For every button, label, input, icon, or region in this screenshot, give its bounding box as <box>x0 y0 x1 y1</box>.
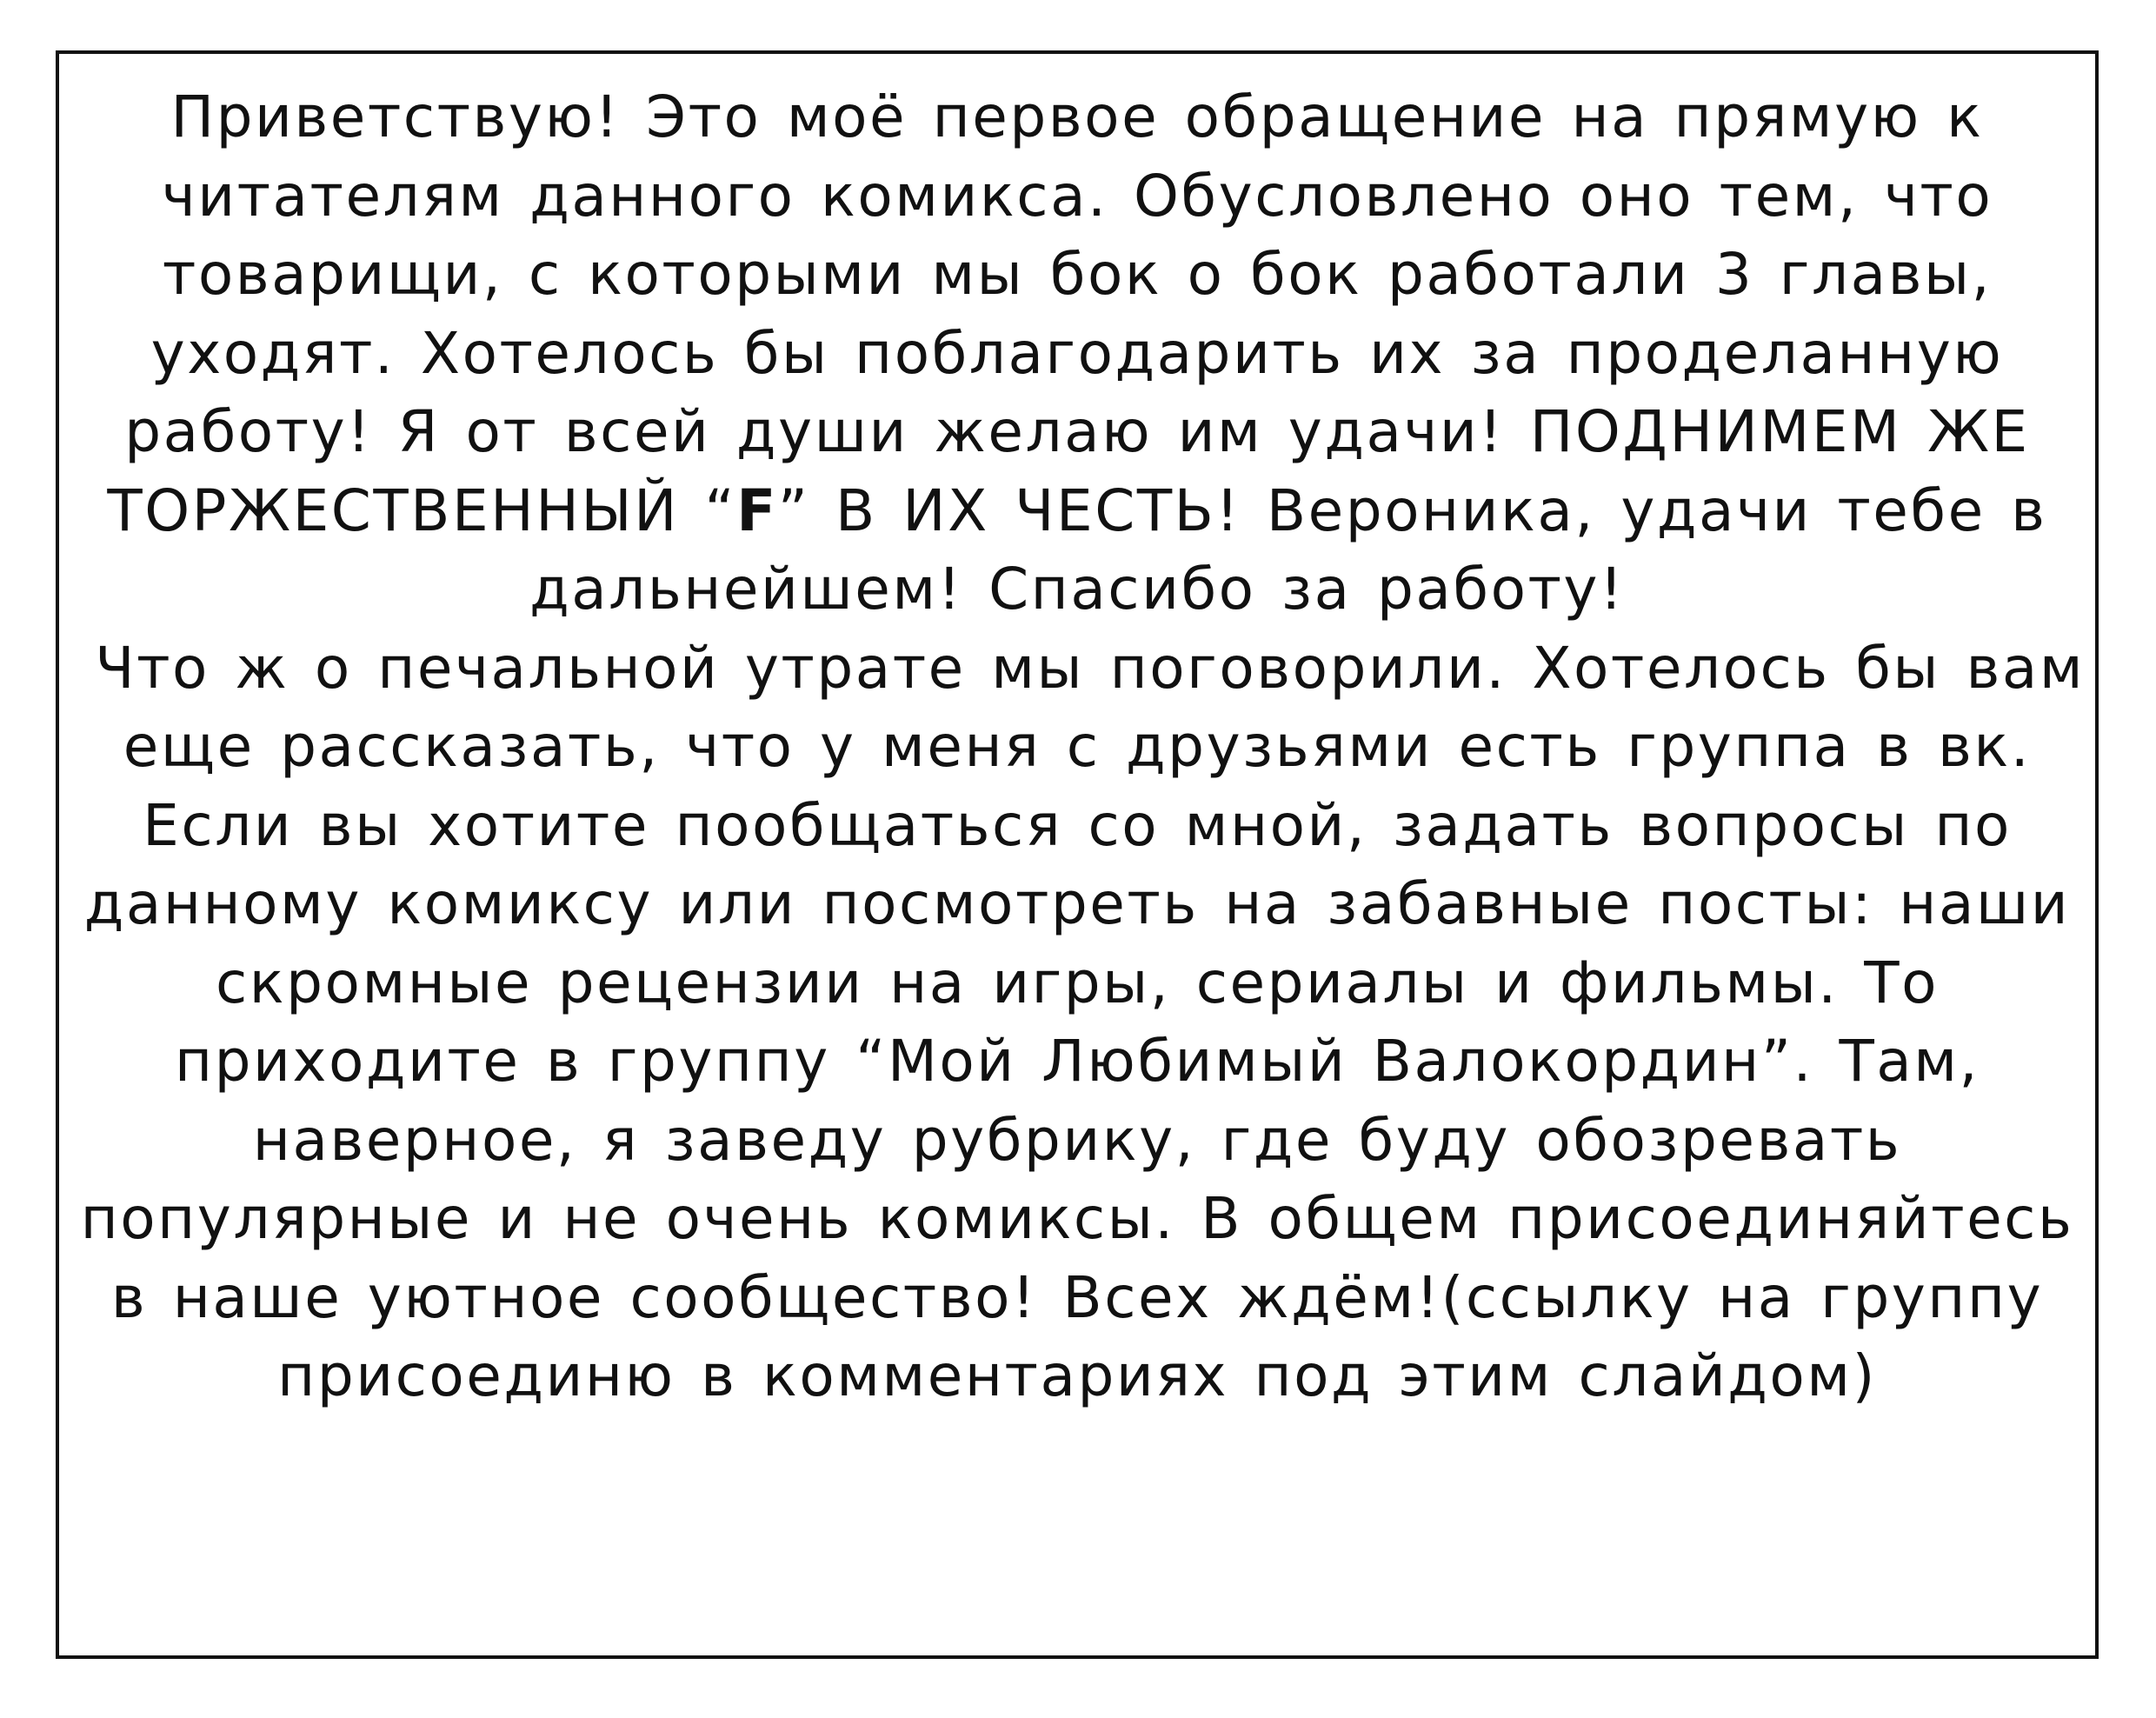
text-fragment: ” В ИХ ЧЕСТЬ! Вероника, удачи тебе в <box>777 476 2047 544</box>
text-line: популярные и не очень комиксы. В общем присоединяйтесь <box>80 1185 2074 1252</box>
text-line: уходят. Хотелось бы поблагодарить их за проделанную <box>150 319 2004 387</box>
text-line: дальнейшем! Спасибо за работу! <box>529 556 1625 623</box>
text-line: скромные рецензии на игры, сериалы и фильмы. То <box>216 949 1939 1016</box>
text-line: Приветствую! Это моё первое обращение на прямую к <box>170 83 1984 150</box>
paragraph-group-invite <box>59 629 2095 1416</box>
text-frame <box>56 50 2099 1659</box>
text-line: приходите в группу “Мой Любимый Валокордин”. Там, <box>174 1028 1980 1095</box>
text-line: Если вы хотите пообщаться со мной, задать вопросы по <box>143 791 2012 859</box>
text-line: в наше уютное сообщество! Всех ждём!(ссылку на группу <box>110 1263 2044 1331</box>
message-text <box>59 78 2095 1416</box>
text-line: присоединю в комментариях под этим слайдом) <box>277 1342 1877 1409</box>
text-line: Что ж о печальной утрате мы поговорили. Хотелось бы вам <box>69 634 2086 702</box>
text-fragment: ТОРЖЕСТВЕННЫЙ “ <box>107 476 737 544</box>
text-line-with-bold-f <box>59 472 2095 551</box>
paragraph-greeting <box>59 78 2095 629</box>
text-line: наверное, я заведу рубрику, где буду обозревать <box>252 1106 1902 1174</box>
text-line: работу! Я от всей души желаю им удачи! ПОДНИМЕМ ЖЕ <box>124 398 2030 465</box>
text-line: еще рассказать, что у меня с друзьями есть группа в вк. <box>123 713 2032 780</box>
text-line: товарищи, с которыми мы бок о бок работали 3 главы, <box>162 241 1993 308</box>
text-line: читателям данного комикса. Обусловлено оно тем, что <box>161 162 1993 230</box>
bold-f-letter: F <box>736 476 778 544</box>
text-line: данному комиксу или посмотреть на забавные посты: наши <box>83 870 2071 937</box>
